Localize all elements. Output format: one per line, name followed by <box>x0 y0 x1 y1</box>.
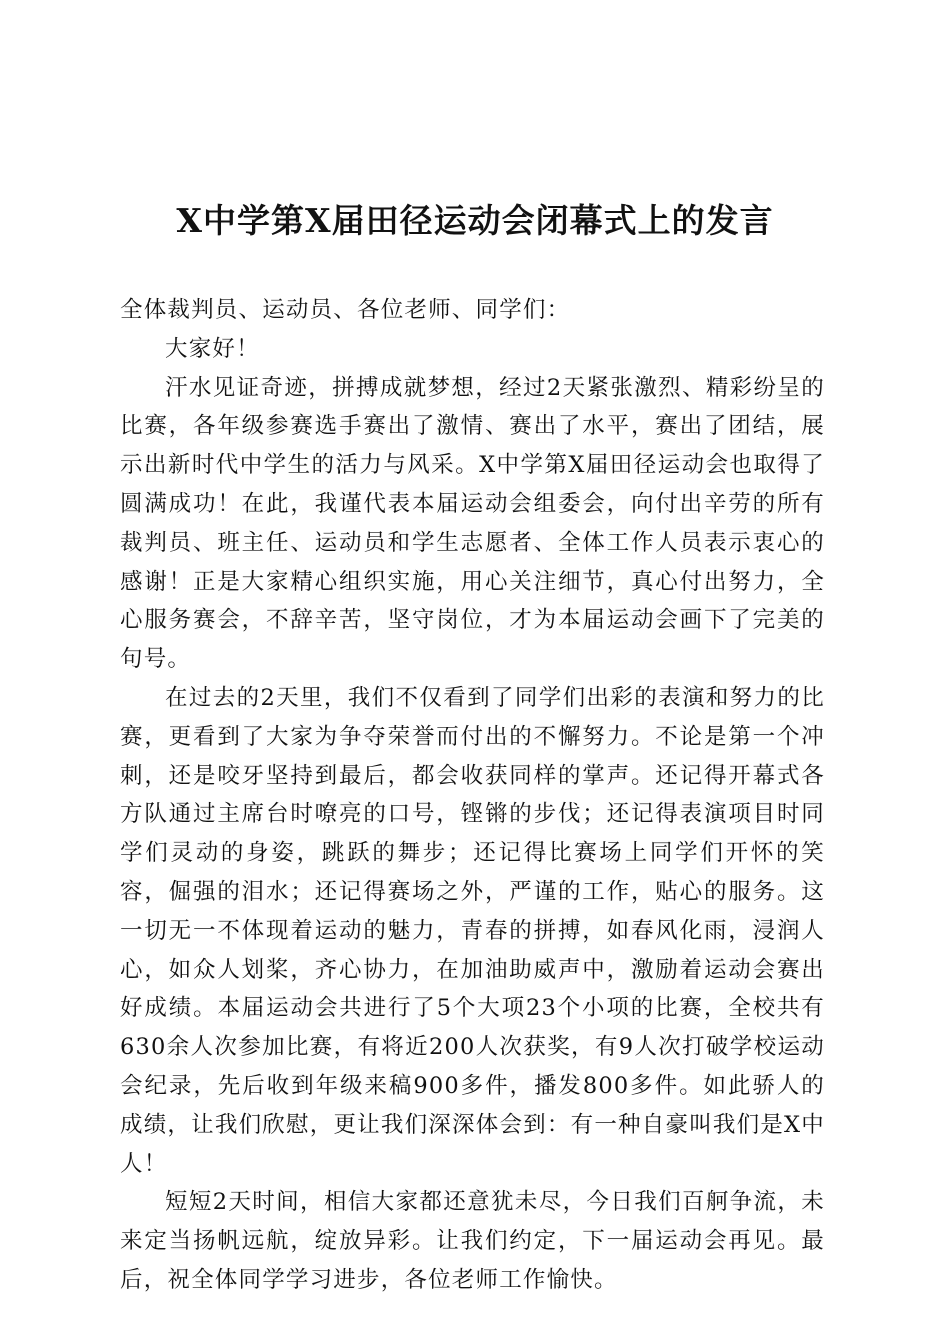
body-paragraph: 短短2天时间，相信大家都还意犹未尽，今日我们百舸争流，未来定当扬帆远航，绽放异彩。让我们约定，下一届运动会再见。最后，祝全体同学学习进步，各位老师工作愉快。 <box>120 1189 825 1293</box>
body-paragraph: 在过去的2天里，我们不仅看到了同学们出彩的表演和努力的比赛，更看到了大家为争夺荣誉而付出的不懈努力。不论是第一个冲刺，还是咬牙坚持到最后，都会收获同样的掌声。还记得开幕式各方队通过主席台时嘹亮的口号，铿锵的步伐；还记得表演项目时同学们灵动的身姿，跳跃的舞步；还记得比赛场上同学们开怀的笑容，倔强的泪水；还记得赛场之外，严谨的工作，贴心的服务。这一切无一不体现着运动的魅力，青春的拼搏，如春风化雨，浸润人心，如众人划桨，齐心协力，在加油助威声中，激励着运动会赛出好成绩。本届运动会共进行了5个大项23个小项的比赛，全校共有630余人次参加比赛，有将近200人次获奖，有9人次打破学校运动会纪录，先后收到年级来稿900多件，播发800多件。如此骄人的成绩，让我们欣慰，更让我们深深体会到：有一种自豪叫我们是X中人！ <box>120 684 825 1177</box>
greeting: 大家好！ <box>165 335 260 362</box>
salutation: 全体裁判员、运动员、各位老师、同学们： <box>120 297 571 323</box>
document-body <box>120 291 825 1300</box>
body-paragraph: 汗水见证奇迹，拼搏成就梦想，经过2天紧张激烈、精彩纷呈的比赛，各年级参赛选手赛出了激情、赛出了水平，赛出了团结，展示出新时代中学生的活力与风采。X中学第X届田径运动会也取得了圆满成功！在此，我谨代表本届运动会组委会，向付出辛劳的所有裁判员、班主任、运动员和学生志愿者、全体工作人员表示衷心的感谢！正是大家精心组织实施，用心关注细节，真心付出努力，全心服务赛会，不辞辛苦，坚守岗位，才为本届运动会画下了完美的句号。 <box>120 374 825 673</box>
document-title: X中学第X届田径运动会闭幕式上的发言 <box>176 201 774 240</box>
